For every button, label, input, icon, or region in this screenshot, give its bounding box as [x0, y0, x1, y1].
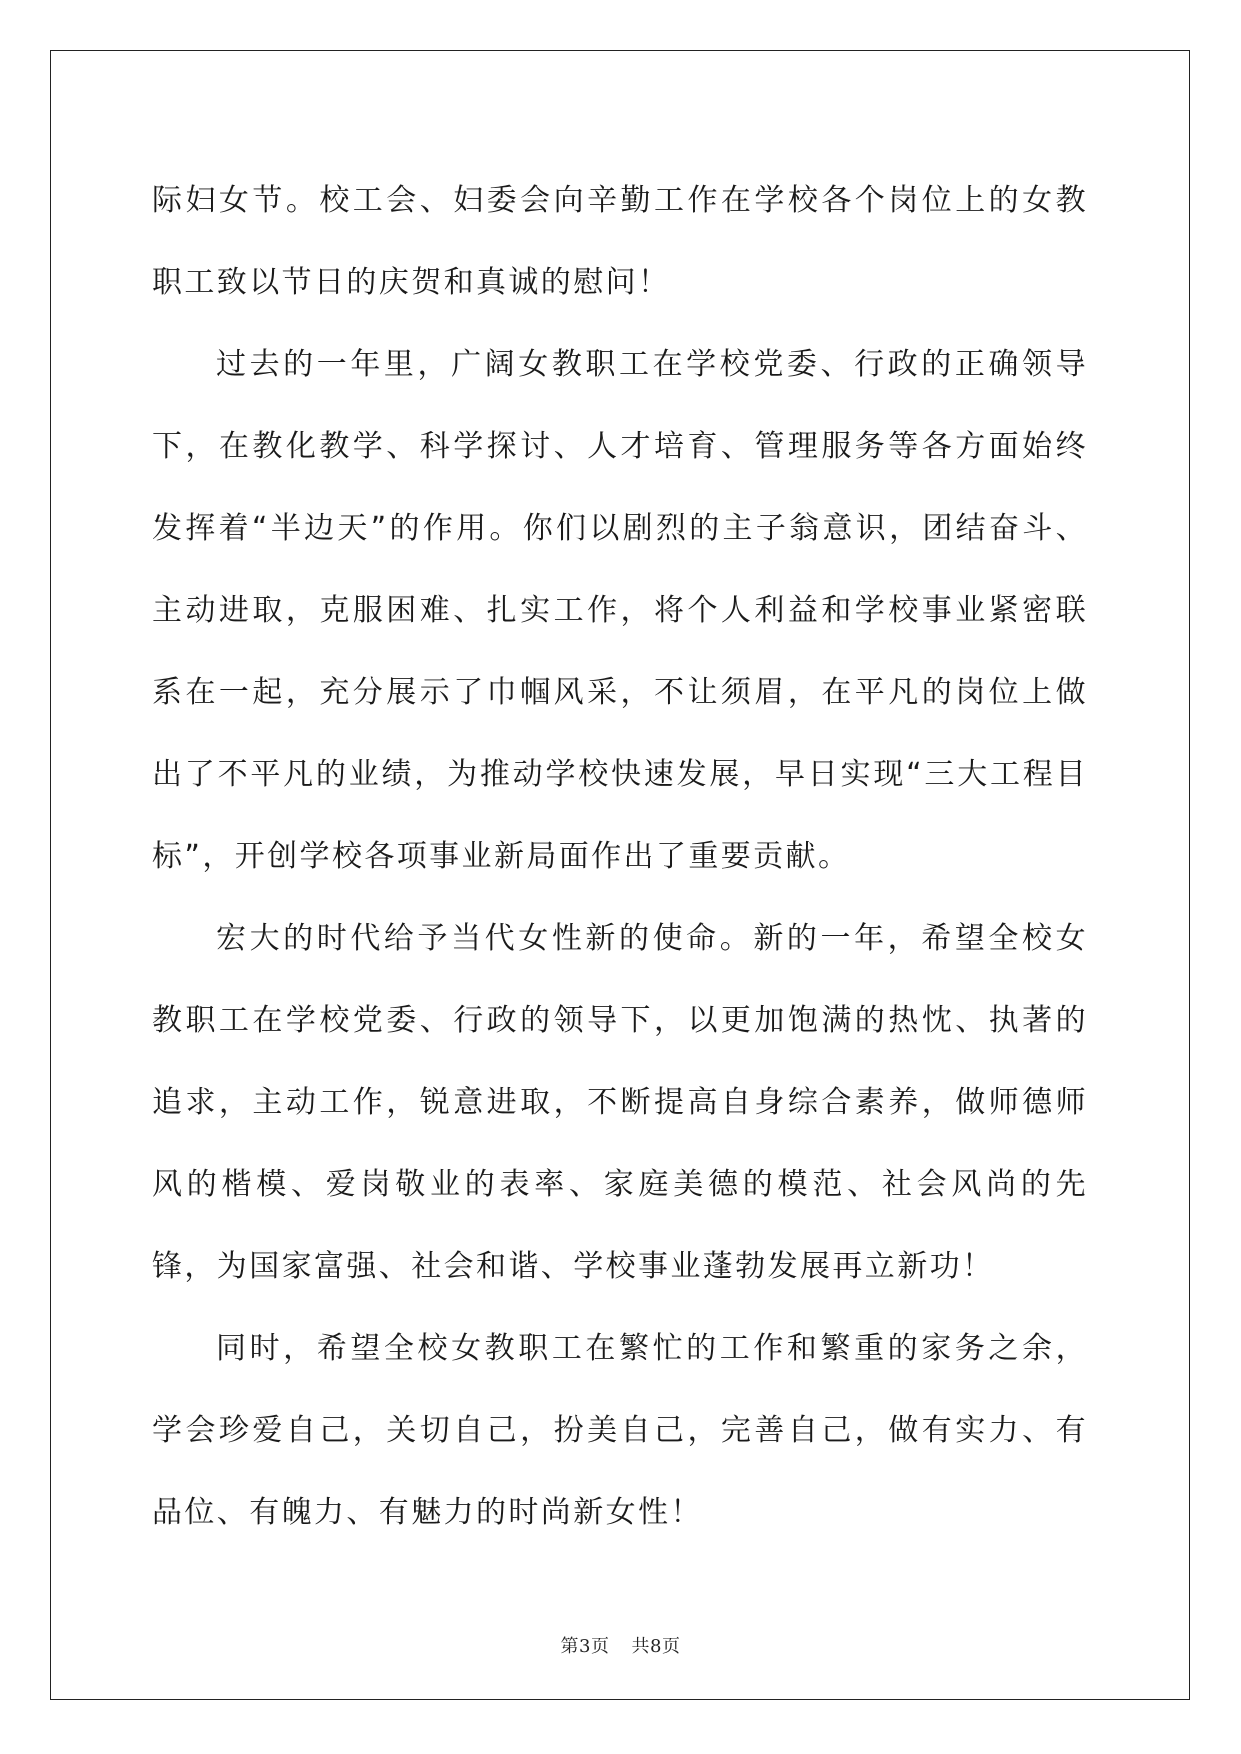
page-footer — [0, 1632, 1241, 1658]
paragraph-2: 过去的一年里，广阔女教职工在学校党委、行政的正确领导下，在教化教学、科学探讨、人才培育、管理服务等各方面始终发挥着“半边天”的作用。你们以剧烈的主子翁意识，团结奋斗、主动进取，克服困难、扎实工作，将个人利益和学校事业紧密联系在一起，充分展示了巾帼风采，不让须眉，在平凡的岗位上做出了不平凡的业绩，为推动学校快速发展，早日实现“三大工程目标”，开创学校各项事业新局面作出了重要贡献。 — [152, 347, 1088, 874]
paragraph-3: 宏大的时代给予当代女性新的使命。新的一年，希望全校女教职工在学校党委、行政的领导下，以更加饱满的热忱、执著的追求，主动工作，锐意进取，不断提高自身综合素养，做师德师风的楷模、爱岗敬业的表率、家庭美德的模范、社会风尚的先锋，为国家富强、社会和谐、学校事业蓬勃发展再立新功！ — [152, 921, 1088, 1284]
paragraph-1: 际妇女节。校工会、妇委会向辛勤工作在学校各个岗位上的女教职工致以节日的庆贺和真诚的慰问！ — [152, 183, 1088, 300]
page-number: 第3页 — [560, 1636, 610, 1657]
document-body — [152, 160, 1088, 1554]
paragraph-4: 同时，希望全校女教职工在繁忙的工作和繁重的家务之余，学会珍爱自己，关切自己，扮美自己，完善自己，做有实力、有品位、有魄力、有魅力的时尚新女性！ — [152, 1331, 1088, 1530]
page-total: 共8页 — [631, 1636, 681, 1657]
